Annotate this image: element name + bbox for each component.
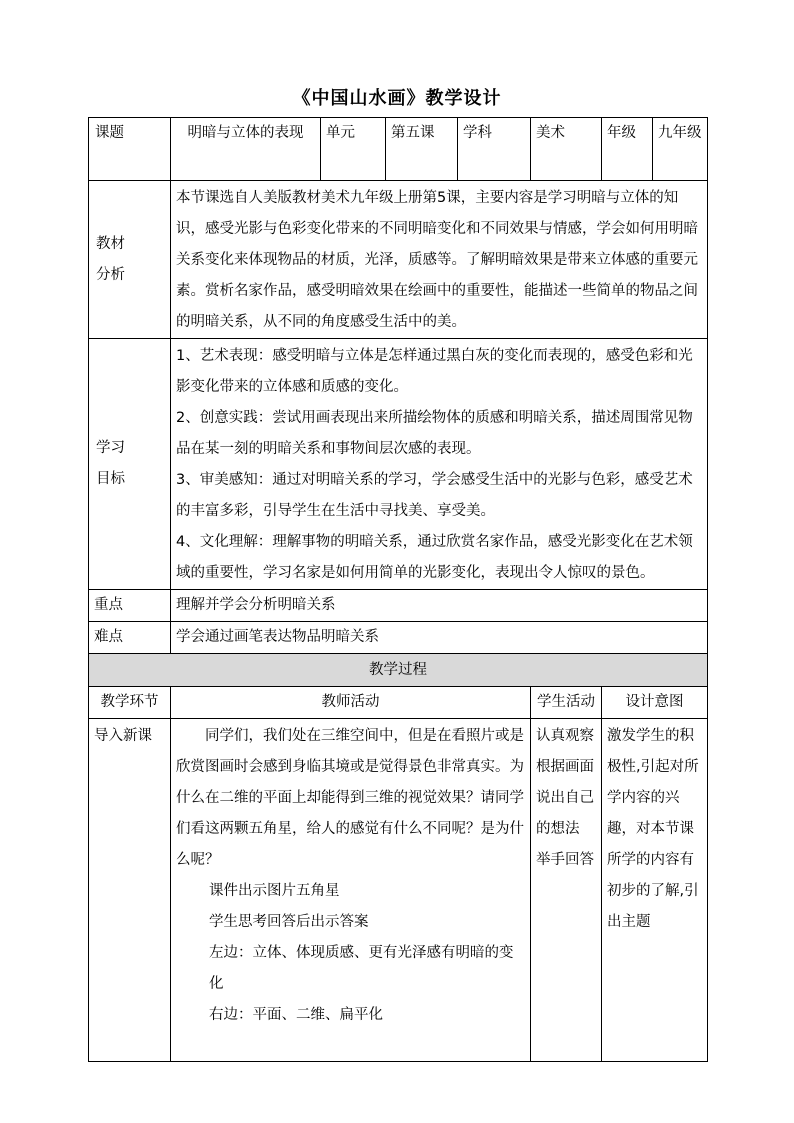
topic-value: 明暗与立体的表现: [171, 118, 321, 181]
analysis-text: 本节课选自人美版教材美术九年级上册第5课，主要内容是学习明暗与立体的知识，感受光影与色彩变化带来的不同明暗变化和不同效果与情感，学会如何用明暗关系变化来体现物品的材质，光泽，质感等。了解明暗效果是带来立体感的重要元素。赏析名家作品，感受明暗效果在绘画中的重要性，能描述一些简单的物品之间的明暗关系，从不同的角度感受生活中的美。: [171, 181, 708, 339]
difficulty-row: [89, 622, 708, 654]
difficulty-label: 难点: [89, 622, 171, 654]
process-header-row: [89, 654, 708, 687]
teacher-step: 右边：平面、二维、扁平化: [209, 1007, 383, 1023]
column-header: 教师活动: [171, 687, 531, 719]
student-activity: 根据画面说出自己的想法: [536, 759, 594, 837]
topic-label: 课题: [89, 118, 171, 181]
info-row: [89, 118, 708, 181]
process-columns-row: [89, 687, 708, 719]
grade-value: 九年级: [653, 118, 708, 181]
teacher-step: 左边：立体、体现质感、更有光泽感有明暗的变化: [209, 945, 514, 992]
subject-value: 美术: [531, 118, 602, 181]
goal-item: 2、创意实践：尝试用画表现出来所描绘物体的质感和明暗关系，描述周围常见物品在某一刻的明暗关系和事物间层次感的表现。: [176, 410, 693, 457]
teacher-step: 课件出示图片五角星: [209, 883, 340, 899]
process-row: [89, 719, 708, 1062]
unit-label: 单元: [321, 118, 386, 181]
grade-label: 年级: [602, 118, 653, 181]
page-title: 《中国山水画》教学设计: [292, 88, 502, 109]
column-header: 教学环节: [89, 687, 171, 719]
design-intent: 激发学生的积极性,引起对所学内容的兴趣，对本节课所学的内容有初步的了解,引出主题: [602, 719, 708, 1062]
difficulty-value: 学会通过画笔表达物品明暗关系: [171, 622, 708, 654]
analysis-row: [89, 181, 708, 339]
teacher-intro: 同学们，我们处在三维空间中，但是在看照片或是欣赏图画时会感到身临其境或是觉得景色非常真实。为什么在二维的平面上却能得到三维的视觉效果？请同学们看这两颗五角星，给人的感觉有什么不同呢？是为什么呢？: [176, 728, 524, 868]
process-header: 教学过程: [89, 654, 708, 687]
goals-label: 学习目标: [96, 440, 125, 487]
column-header: 学生活动: [531, 687, 602, 719]
analysis-label: 教材分析: [96, 235, 125, 283]
unit-value: 第五课: [386, 118, 458, 181]
column-header: 设计意图: [602, 687, 708, 719]
key-point-label: 重点: [89, 590, 171, 622]
goals-row: [89, 339, 708, 590]
teacher-step: 学生思考回答后出示答案: [209, 914, 369, 930]
goal-item: 4、文化理解：理解事物的明暗关系，通过欣赏名家作品，感受光影变化在艺术领域的重要性，学习名家是如何用简单的光影变化，表现出令人惊叹的景色。: [176, 534, 693, 581]
key-point-value: 理解并学会分析明暗关系: [171, 590, 708, 622]
student-activity: 举手回答: [536, 852, 594, 868]
key-point-row: [89, 590, 708, 622]
stage-cell: 导入新课: [89, 719, 171, 1062]
goal-item: 1、艺术表现：感受明暗与立体是怎样通过黑白灰的变化而表现的，感受色彩和光影变化带来的立体感和质感的变化。: [176, 348, 693, 395]
goal-item: 3、审美感知：通过对明暗关系的学习，学会感受生活中的光影与色彩，感受艺术的丰富多彩，引导学生在生活中寻找美、享受美。: [176, 472, 693, 519]
lesson-plan-table: [88, 117, 708, 1062]
subject-label: 学科: [458, 118, 531, 181]
student-activity: 认真观察: [536, 728, 594, 744]
